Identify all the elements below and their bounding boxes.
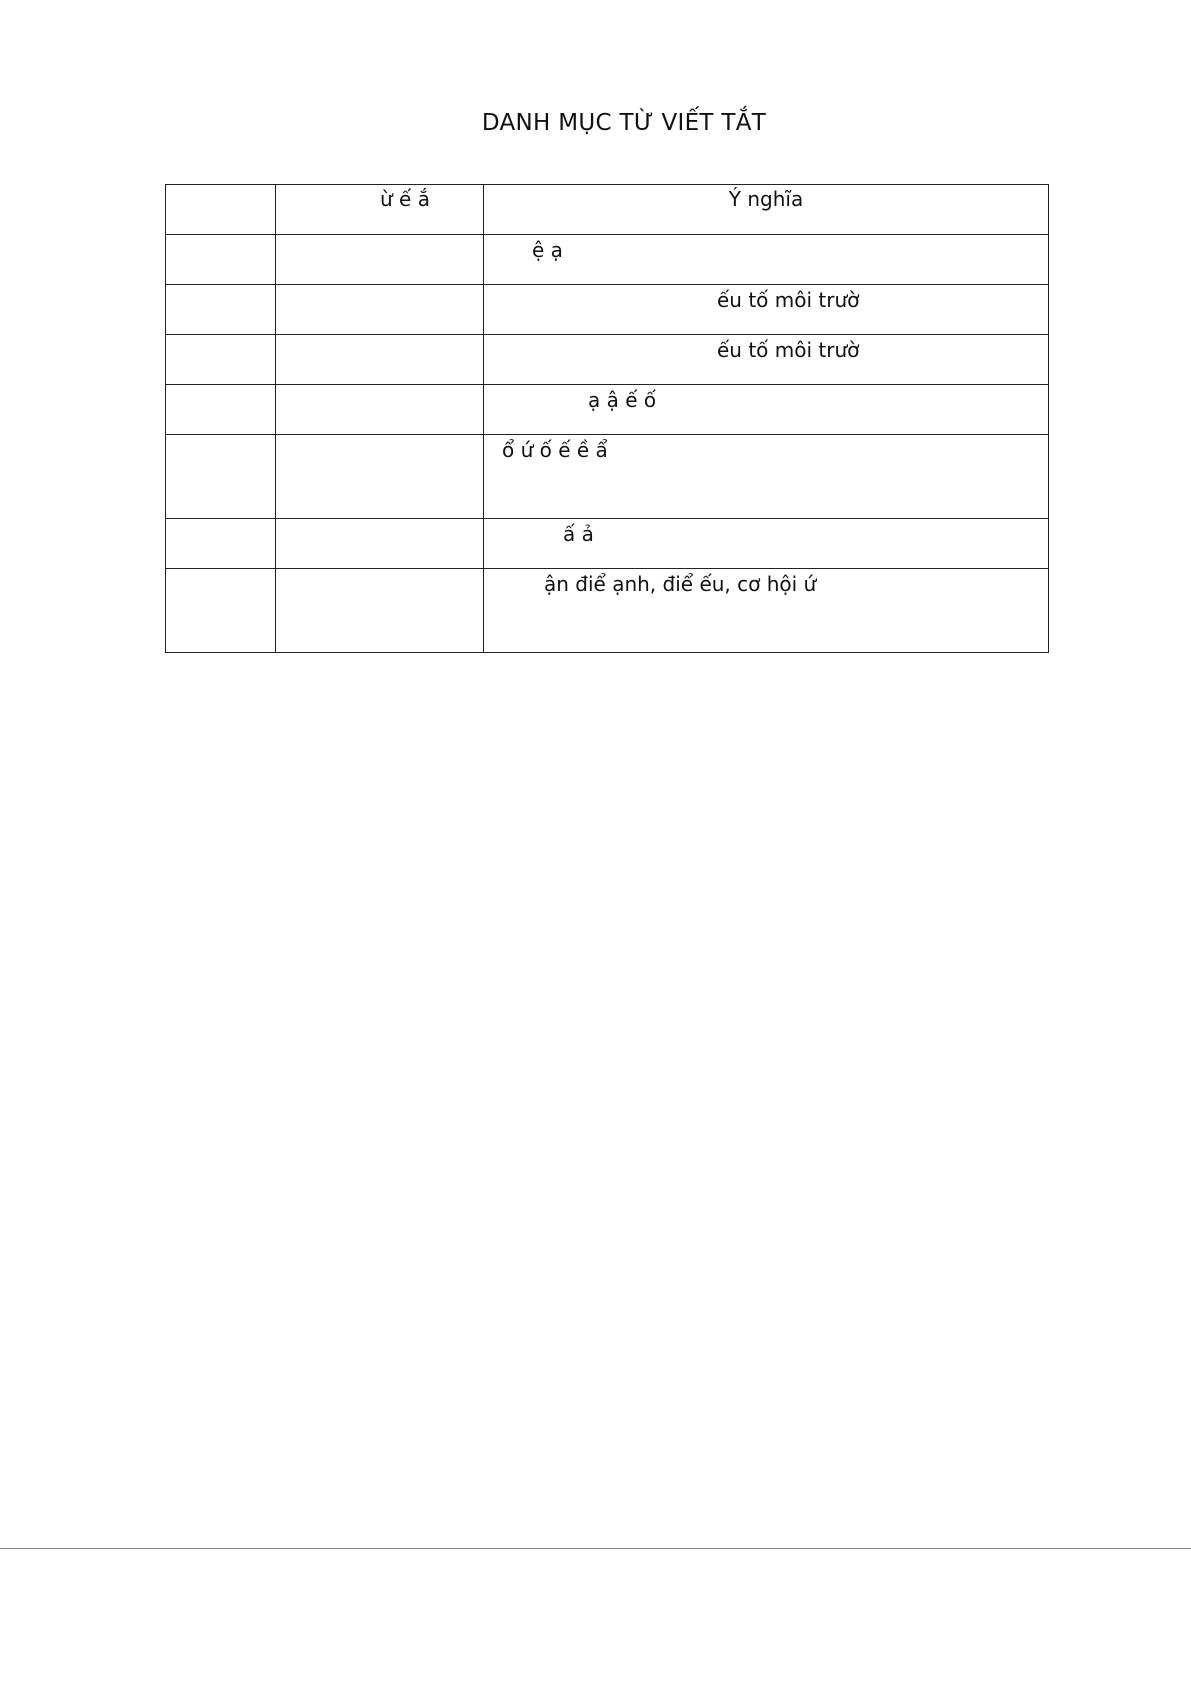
cell-abbreviation: [276, 569, 484, 653]
cell-meaning: ếu tố môi trườ: [484, 285, 1049, 335]
abbreviation-table: [165, 184, 1049, 653]
table-row: [166, 385, 1049, 435]
table-row: [166, 435, 1049, 519]
cell-index: [166, 435, 276, 519]
header-meaning: Ý nghĩa: [484, 185, 1049, 235]
cell-meaning: ạ ậ ế ố: [484, 385, 1049, 435]
table-header-row: [166, 185, 1049, 235]
table-row: [166, 235, 1049, 285]
cell-meaning: ấ ả: [484, 519, 1049, 569]
footer-divider: [0, 1548, 1191, 1549]
page-title: DANH MỤC TỪ VIẾT TẮT: [481, 110, 767, 136]
cell-index: [166, 235, 276, 285]
table-row: [166, 335, 1049, 385]
cell-abbreviation: [276, 435, 484, 519]
cell-abbreviation: [276, 235, 484, 285]
cell-meaning: ệ ạ: [484, 235, 1049, 285]
cell-abbreviation: [276, 335, 484, 385]
cell-meaning: ếu tố môi trườ: [484, 335, 1049, 385]
cell-meaning: ận điể ạnh, điể ếu, cơ hội ứ: [484, 569, 1049, 653]
cell-abbreviation: [276, 519, 484, 569]
table-row: [166, 285, 1049, 335]
header-index: [166, 185, 276, 235]
cell-abbreviation: [276, 285, 484, 335]
cell-index: [166, 519, 276, 569]
cell-meaning: ổ ứ ố ế ề ẩ: [484, 435, 1049, 519]
table-row: [166, 569, 1049, 653]
table-row: [166, 519, 1049, 569]
cell-index: [166, 385, 276, 435]
cell-index: [166, 285, 276, 335]
cell-index: [166, 335, 276, 385]
cell-abbreviation: [276, 385, 484, 435]
header-abbreviation: ừ ế ắ: [276, 185, 484, 235]
cell-index: [166, 569, 276, 653]
